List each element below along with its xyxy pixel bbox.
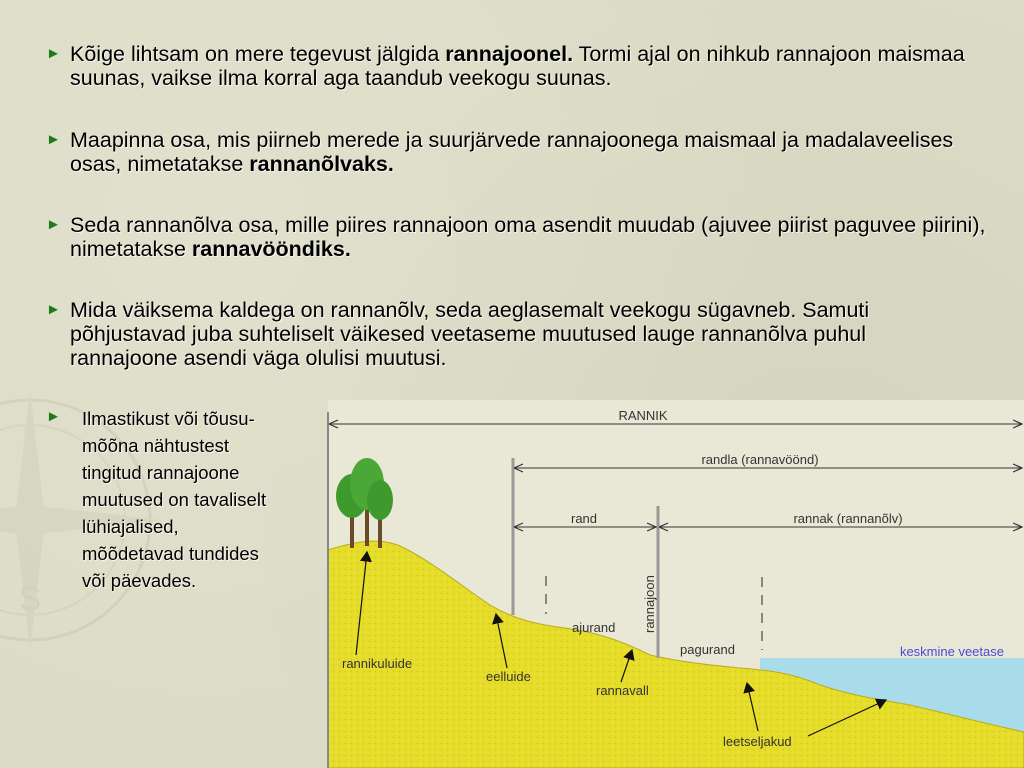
bullet-1 (40, 42, 1010, 90)
side-bullet-text: Ilmastikust või tõusu-mõõna nähtustest tingitud rannajoone muutused on tavaliselt lühiajalised, mõõdetavad tundides või päevades. (82, 408, 267, 591)
label-ajurand: ajurand (572, 620, 616, 635)
label-rannavall: rannavall (596, 683, 649, 698)
label-rannak: rannak (rannanõlv) (793, 511, 903, 526)
bullet-arrow-icon: ► (46, 131, 61, 148)
bullet-arrow-icon: ► (46, 408, 61, 425)
label-rannik: RANNIK (618, 408, 668, 423)
side-bullet (46, 405, 296, 594)
bullet-text: Seda rannanõlva osa, mille piires rannajoon oma asendit muudab (ajuvee piirist paguvee piirini), nimetatakse rannavööndiks. (70, 213, 986, 261)
label-keskmine-veetase: keskmine veetase (899, 644, 1004, 659)
bullet-text: Kõige lihtsam on mere tegevust jälgida rannajoonel. Tormi ajal on nihkub rannajoon maismaa suunas, vaikse ilma korral aga taandub veekogu suunas. (70, 42, 965, 90)
label-rannajoon: rannajoon (642, 575, 657, 633)
bullet-arrow-icon: ► (46, 301, 61, 318)
label-randla: randla (rannavöönd) (701, 452, 819, 467)
label-rand: rand (570, 511, 598, 526)
bullet-text: Mida väiksema kaldega on rannanõlv, seda aeglasemalt veekogu sügavneb. Samuti põhjustavad juba suhteliselt väikesed veetaseme muutused lauge rannanõlva puhul rannajoone asendi väga olulisi muutusi. (70, 298, 870, 370)
label-pagurand: pagurand (680, 642, 735, 657)
label-rannikuluide: rannikuluide (342, 656, 413, 671)
label-leetseljakud: leetseljakud (723, 734, 792, 749)
bullet-arrow-icon: ► (46, 45, 61, 62)
bullet-text: Maapinna osa, mis piirneb merede ja suurjärvede rannajoonega maismaal ja madalaveelises osas, nimetatakse rannanõlvaks. (70, 128, 954, 176)
bullet-3 (40, 213, 1010, 261)
bullet-4 (40, 298, 940, 370)
label-eelluide: eelluide (486, 669, 531, 684)
coastal-zone-diagram (320, 400, 1024, 768)
bullet-2 (40, 128, 1010, 176)
bullet-arrow-icon: ► (46, 216, 61, 233)
svg-text:S: S (18, 580, 42, 618)
